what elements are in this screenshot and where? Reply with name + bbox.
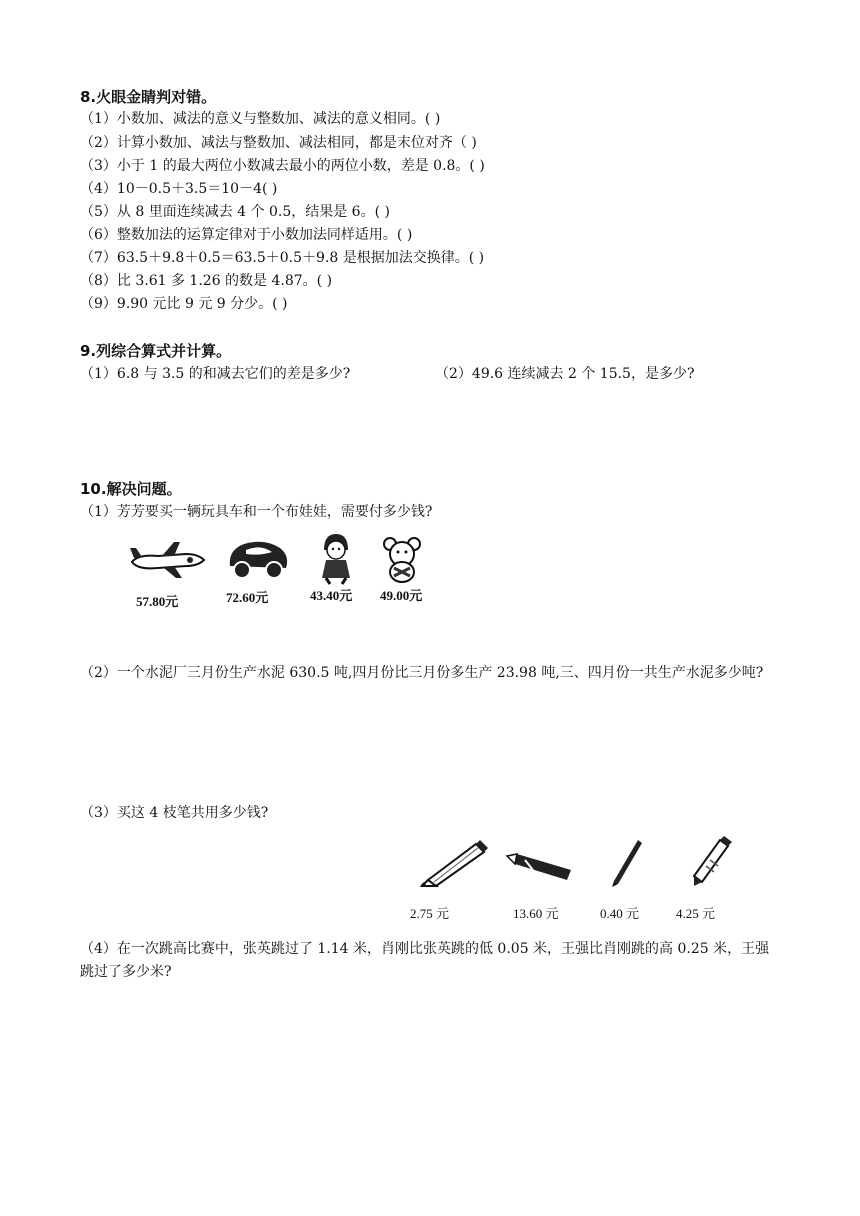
- judge-item-8: （8）比 3.61 多 1.26 的数是 4.87。( ): [80, 273, 333, 289]
- teddy-bear-icon: [380, 536, 424, 584]
- problem-4-text: （4）在一次跳高比赛中，张英跳过了 1.14 米，肖刚比张英跳的低 0.05 米，王强比肖刚跳的高 0.25 米，王强跳过了多少米?: [80, 941, 770, 980]
- doll-icon: [316, 532, 356, 586]
- price-label: 13.60 元: [513, 906, 559, 921]
- section-10-title: 10.解决问题。: [80, 480, 182, 498]
- price-label: 43.40元: [310, 588, 353, 603]
- price-label: 0.40 元: [600, 906, 640, 921]
- price-label: 57.80元: [136, 594, 179, 609]
- judge-item-3: （3）小于 1 的最大两位小数减去最小的两位小数，差是 0.8。( ): [80, 158, 485, 174]
- problem-2-text: （2）一个水泥厂三月份生产水泥 630.5 吨,四月份比三月份多生产 23.98 吨,三、四月份一共生产水泥多少吨?: [80, 665, 764, 681]
- judge-item-9: （9）9.90 元比 9 元 9 分少。( ): [80, 296, 288, 312]
- judge-item-7: （7）63.5＋9.8＋0.5＝63.5＋0.5＋9.8 是根据加法交换律。( ): [80, 250, 485, 266]
- section-9-title: 9.列综合算式并计算。: [80, 342, 232, 360]
- thin-pen-icon: [608, 838, 648, 888]
- airplane-icon: [128, 540, 208, 580]
- judge-item-4: （4）10－0.5＋3.5＝10－4( ): [80, 181, 278, 197]
- calc-question-2: （2）49.6 连续减去 2 个 15.5，是多少?: [435, 366, 695, 382]
- judge-item-2: （2）计算小数加、减法与整数加、减法相同，都是末位对齐（ ): [80, 135, 477, 151]
- price-label: 4.25 元: [676, 906, 716, 921]
- ballpoint-pen-icon: [688, 836, 734, 888]
- section-8-title: 8.火眼金睛判对错。: [80, 88, 217, 106]
- pencil-icon: [420, 836, 490, 888]
- price-label: 49.00元: [380, 588, 423, 603]
- judge-item-5: （5）从 8 里面连续减去 4 个 0.5，结果是 6。( ): [80, 204, 390, 220]
- price-label: 2.75 元: [410, 906, 450, 921]
- fountain-pen-icon: [505, 848, 575, 888]
- judge-item-6: （6）整数加法的运算定律对于小数加法同样适用。( ): [80, 227, 413, 243]
- toy-car-icon: [224, 536, 292, 580]
- problem-1-text: （1）芳芳要买一辆玩具车和一个布娃娃，需要付多少钱?: [80, 504, 433, 520]
- judge-item-1: （1）小数加、减法的意义与整数加、减法的意义相同。( ): [80, 111, 441, 127]
- problem-3-text: （3）买这 4 枝笔共用多少钱?: [80, 805, 269, 821]
- calc-question-1: （1）6.8 与 3.5 的和减去它们的差是多少?: [80, 366, 351, 382]
- price-label: 72.60元: [226, 590, 269, 605]
